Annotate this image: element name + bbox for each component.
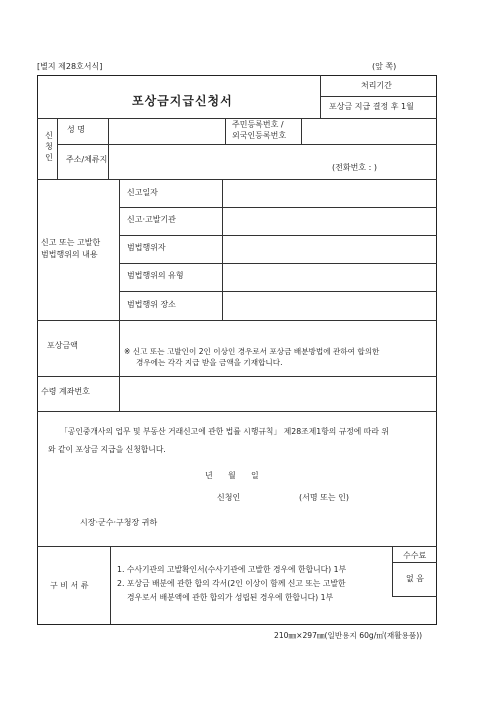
fee-value: 없 음 [406, 574, 424, 583]
address-label: 주소/체류지 [66, 155, 108, 164]
amount-field[interactable] [120, 321, 436, 345]
report-row-offender: 범법행위자 [127, 243, 166, 252]
account-label: 수령 계좌번호 [41, 387, 90, 396]
document-item-2a: 2. 포상금 배분에 관한 합의 각서(2인 이상이 함께 신고 또는 고발한 [117, 579, 346, 588]
id-label-2: 외국인등록번호 [232, 131, 287, 140]
declaration-applicant: 신청인 [217, 493, 241, 502]
report-row-place: 범법행위 장소 [127, 300, 176, 309]
fee-bottom [392, 596, 437, 597]
declaration-line-1: 「공인중개사의 업무 및 부동산 거래신고에 관한 법률 시행규칙」 제28조제1항의 규정에 따라 위 [60, 427, 389, 436]
report-type-field[interactable] [223, 264, 436, 290]
report-left-col [119, 179, 120, 320]
report-place-field[interactable] [223, 292, 436, 319]
paper-spec: 210㎜×297㎜(일반용지 60g/㎡(재활용품)) [274, 631, 423, 640]
id-label-1: 주민등록번호 / [232, 120, 284, 129]
report-row-type: 범법행위의 유형 [127, 271, 184, 280]
page-side: (앞 쪽) [372, 62, 397, 71]
report-section-label-2: 범법행위의 내용 [41, 250, 98, 259]
report-section-label-1: 신고 또는 고발한 [41, 238, 101, 247]
processing-value: 포상금 지급 결정 후 1월 [329, 102, 414, 111]
frame-left [37, 75, 38, 625]
declaration-recipient: 시장·군수·구청장 귀하 [80, 518, 158, 527]
frame-top [37, 75, 437, 76]
id-label-left [225, 118, 226, 144]
account-field[interactable] [120, 377, 436, 410]
name-field[interactable] [109, 119, 224, 144]
report-row-agency: 신고·고발기관 [127, 215, 176, 224]
report-offender-field[interactable] [223, 236, 436, 262]
account-bottom [37, 411, 437, 412]
document-item-2b: 경우로서 배분액에 관한 합의가 성립된 경우에 한합니다) 1부 [127, 593, 334, 602]
applicant-left-col [57, 118, 58, 179]
fee-label: 수수료 [403, 551, 427, 560]
report-date-field[interactable] [223, 180, 436, 206]
declaration-date: 년 월 일 [205, 471, 259, 480]
declaration-bottom [37, 546, 437, 547]
address-field[interactable] [109, 145, 436, 178]
processing-label: 처리기간 [361, 81, 392, 90]
report-agency-field[interactable] [223, 208, 436, 234]
documents-label: 구 비 서 류 [50, 581, 89, 590]
applicant-section-label: 신청인 [45, 131, 53, 162]
name-label: 성 명 [67, 125, 85, 134]
declaration-line-2: 와 같이 포상금 지급을 신청합니다. [48, 445, 166, 454]
declaration-sign: (서명 또는 인) [299, 493, 349, 502]
form-title: 포상금지급신청서 [132, 94, 233, 108]
documents-col [110, 546, 111, 624]
frame-bottom [37, 624, 437, 625]
form-number: [별지 제28호서식] [37, 62, 103, 71]
processing-divider [320, 96, 436, 97]
frame-right [436, 75, 437, 625]
fee-divider [392, 562, 437, 563]
document-item-1: 1. 수사기관의 고발확인서(수사기관에 고발한 경우에 한합니다) 1부 [117, 565, 347, 574]
id-number-field[interactable] [302, 119, 436, 144]
phone-label: (전화번호 : ) [332, 163, 377, 172]
fee-col [392, 546, 393, 596]
amount-note-2: 경우에는 각각 지급 받을 금액을 기재합니다. [136, 358, 283, 367]
amount-note-1: ※ 신고 또는 고발인이 2인 이상인 경우로서 포상금 배분방법에 관하여 합의한 [124, 347, 380, 356]
report-row-date: 신고일자 [127, 188, 158, 197]
amount-label: 포상금액 [47, 341, 78, 350]
